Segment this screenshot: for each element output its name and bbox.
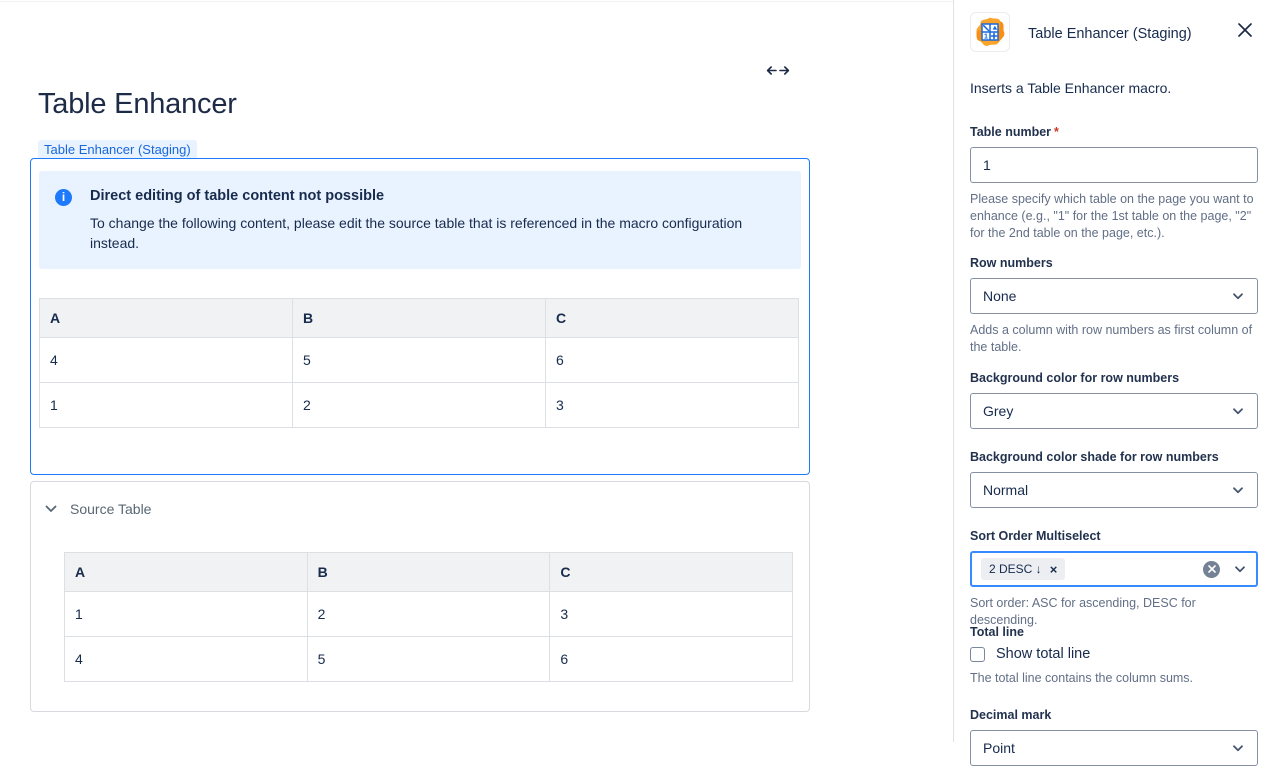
field-sort-order bbox=[970, 529, 1258, 629]
decimal-mark-select[interactable] bbox=[970, 730, 1258, 766]
table-row bbox=[65, 592, 793, 637]
chevron-down-icon[interactable] bbox=[1233, 562, 1247, 576]
table-enhancer-macro-icon bbox=[970, 12, 1010, 52]
expand-width-icon[interactable] bbox=[766, 64, 790, 82]
chevron-down-icon bbox=[1231, 483, 1245, 497]
row-numbers-select[interactable] bbox=[970, 278, 1258, 314]
table-cell[interactable]: 2 bbox=[307, 592, 550, 637]
bg-shade-label: Background color shade for row numbers bbox=[970, 450, 1219, 464]
bg-color-label: Background color for row numbers bbox=[970, 371, 1180, 385]
macro-config-panel bbox=[953, 0, 1266, 756]
column-header[interactable]: A bbox=[65, 553, 308, 592]
chevron-down-icon bbox=[1231, 741, 1245, 755]
chevron-down-icon bbox=[1231, 289, 1245, 303]
table-row bbox=[40, 338, 799, 383]
field-total-line bbox=[970, 625, 1258, 687]
bg-shade-value: Normal bbox=[983, 482, 1029, 498]
clear-all-icon[interactable] bbox=[1203, 561, 1220, 578]
chevron-down-icon bbox=[1231, 404, 1245, 418]
source-table-label: Source Table bbox=[70, 501, 152, 517]
panel-title: Table Enhancer (Staging) bbox=[1028, 26, 1192, 42]
table-cell: 3 bbox=[546, 383, 799, 428]
info-icon: i bbox=[55, 189, 72, 206]
info-panel bbox=[39, 171, 801, 269]
svg-text:1: 1 bbox=[983, 31, 989, 41]
source-table bbox=[64, 552, 793, 682]
table-cell[interactable]: 3 bbox=[550, 592, 793, 637]
show-total-line-label: Show total line bbox=[996, 646, 1091, 662]
total-line-help: The total line contains the column sums. bbox=[970, 671, 1194, 685]
table-cell: 1 bbox=[40, 383, 293, 428]
decimal-mark-label: Decimal mark bbox=[970, 708, 1052, 722]
chip-remove-icon[interactable]: × bbox=[1049, 561, 1058, 577]
source-table-toggle[interactable] bbox=[45, 501, 151, 517]
sort-order-chip-label: 2 DESC ↓ bbox=[989, 562, 1042, 576]
field-row-numbers bbox=[970, 256, 1258, 356]
field-decimal-mark bbox=[970, 708, 1258, 766]
total-line-label: Total line bbox=[970, 625, 1024, 639]
macro-description: Inserts a Table Enhancer macro. bbox=[970, 80, 1172, 96]
table-cell[interactable]: 4 bbox=[65, 637, 308, 682]
table-cell: 2 bbox=[293, 383, 546, 428]
bg-color-select[interactable] bbox=[970, 393, 1258, 429]
info-panel-text bbox=[90, 188, 768, 253]
column-header: B bbox=[293, 299, 546, 338]
table-cell: 6 bbox=[546, 338, 799, 383]
table-cell[interactable]: 5 bbox=[307, 637, 550, 682]
table-number-help: Please specify which table on the page you want to enhance (e.g., "1" for the 1st table on the page, "2" for the 2nd table on the page, etc.). bbox=[970, 192, 1254, 240]
table-row bbox=[40, 383, 799, 428]
show-total-line-checkbox[interactable] bbox=[970, 647, 985, 662]
macro-selected-frame[interactable] bbox=[30, 158, 810, 475]
field-table-number bbox=[970, 125, 1258, 242]
table-header-row bbox=[40, 299, 799, 338]
total-line-checkbox-row bbox=[970, 646, 1258, 662]
field-row-number-bg-shade bbox=[970, 450, 1258, 508]
table-cell[interactable]: 6 bbox=[550, 637, 793, 682]
close-icon[interactable] bbox=[1235, 20, 1255, 40]
table-cell: 5 bbox=[293, 338, 546, 383]
sort-order-multiselect[interactable] bbox=[970, 551, 1258, 587]
table-cell: 4 bbox=[40, 338, 293, 383]
required-asterisk: * bbox=[1054, 125, 1059, 139]
table-number-input[interactable] bbox=[970, 147, 1258, 183]
bg-shade-select[interactable] bbox=[970, 472, 1258, 508]
table-header-row bbox=[65, 553, 793, 592]
sort-order-help: Sort order: ASC for ascending, DESC for descending. bbox=[970, 596, 1196, 627]
column-header[interactable]: B bbox=[307, 553, 550, 592]
row-numbers-help: Adds a column with row numbers as first column of the table. bbox=[970, 323, 1253, 354]
page-title: Table Enhancer bbox=[38, 88, 237, 120]
table-cell[interactable]: 1 bbox=[65, 592, 308, 637]
decimal-mark-value: Point bbox=[983, 740, 1015, 756]
info-panel-body: To change the following content, please edit the source table that is referenced in the macro configuration instead. bbox=[90, 215, 743, 251]
bg-color-value: Grey bbox=[983, 403, 1014, 419]
column-header: C bbox=[546, 299, 799, 338]
macro-name-chip[interactable]: Table Enhancer (Staging) bbox=[38, 140, 197, 159]
column-header: A bbox=[40, 299, 293, 338]
row-numbers-label: Row numbers bbox=[970, 256, 1053, 270]
column-header[interactable]: C bbox=[550, 553, 793, 592]
info-panel-title: Direct editing of table content not possible bbox=[90, 188, 385, 204]
field-row-number-bg-color bbox=[970, 371, 1258, 429]
table-row bbox=[65, 637, 793, 682]
chevron-down-icon bbox=[45, 505, 57, 513]
source-table-section bbox=[30, 481, 810, 712]
sort-order-chip bbox=[981, 558, 1065, 580]
table-number-label: Table number * bbox=[970, 125, 1059, 139]
enhanced-table bbox=[39, 298, 799, 428]
row-numbers-value: None bbox=[983, 288, 1017, 304]
sort-order-label: Sort Order Multiselect bbox=[970, 529, 1101, 543]
